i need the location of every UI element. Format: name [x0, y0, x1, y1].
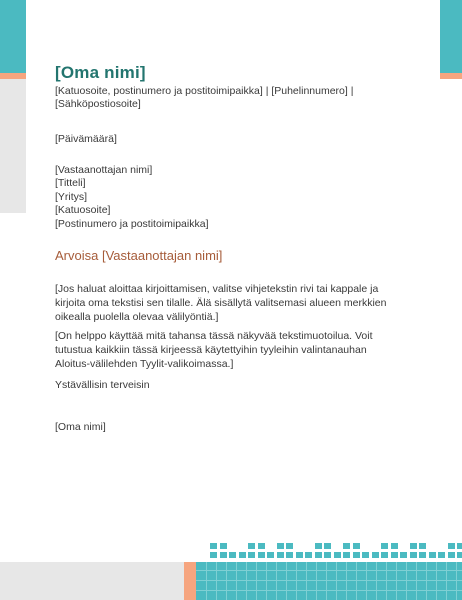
footer-pixel	[267, 552, 274, 558]
footer-grid-line	[446, 562, 447, 600]
footer-band-grey	[0, 562, 184, 600]
footer-grid-line	[436, 562, 437, 600]
recipient-postal[interactable]: [Postinumero ja postitoimipaikka]	[55, 218, 209, 230]
footer-grid-line	[426, 562, 427, 600]
footer-pixel	[448, 552, 455, 558]
footer-pixel	[429, 552, 436, 558]
footer-pixel	[381, 543, 388, 549]
footer-pixel	[448, 543, 455, 549]
footer-pixel	[315, 552, 322, 558]
footer-grid-line	[226, 562, 227, 600]
footer-pixel	[343, 552, 350, 558]
footer-grid-line	[316, 562, 317, 600]
closing[interactable]: Ystävällisin terveisin	[55, 379, 150, 391]
right-accent-band-teal	[440, 0, 462, 73]
footer-pixel	[220, 543, 227, 549]
footer-pixel	[324, 552, 331, 558]
footer-pixel	[353, 543, 360, 549]
footer-pixel	[210, 543, 217, 549]
footer-pixel	[315, 543, 322, 549]
footer-pixel	[296, 552, 303, 558]
footer-pixel	[400, 552, 407, 558]
footer-pixel	[277, 552, 284, 558]
footer-grid-line	[456, 562, 457, 600]
footer-pixel	[419, 543, 426, 549]
footer-pixel	[258, 552, 265, 558]
footer-grid-line	[406, 562, 407, 600]
footer-pixel	[343, 543, 350, 549]
footer-pixel	[210, 552, 217, 558]
footer-pixel	[248, 552, 255, 558]
footer-grid-line	[246, 562, 247, 600]
signature-name[interactable]: [Oma nimi]	[55, 421, 106, 433]
footer-pixel	[362, 552, 369, 558]
footer-grid-line	[276, 562, 277, 600]
sender-address-line2[interactable]: [Sähköpostiosoite]	[55, 98, 141, 110]
footer-pixel	[305, 552, 312, 558]
footer-pixel	[220, 552, 227, 558]
footer-grid-line	[206, 562, 207, 600]
footer-pixel	[381, 552, 388, 558]
recipient-name[interactable]: [Vastaanottajan nimi]	[55, 164, 153, 176]
footer-pixel	[372, 552, 379, 558]
footer-grid-line	[416, 562, 417, 600]
footer-grid-line	[236, 562, 237, 600]
footer-pixel	[248, 543, 255, 549]
sender-name[interactable]: [Oma nimi]	[55, 63, 146, 82]
body-paragraph-1[interactable]: [Jos haluat aloittaa kirjoittamisen, valitse vihjetekstin rivi tai kappale ja kirjoita oma tekstisi sen tilalle. Älä sisällytä valitsemasi alueen merkkien oikealla puolella olevaa välilyöntiä.]	[55, 283, 387, 323]
footer-pixel	[410, 552, 417, 558]
footer-grid-line	[296, 562, 297, 600]
footer-band-orange	[184, 562, 196, 600]
footer-pixel	[391, 543, 398, 549]
footer-grid-line	[326, 562, 327, 600]
footer-grid-line	[366, 562, 367, 600]
recipient-street[interactable]: [Katuosoite]	[55, 204, 111, 216]
footer-pixel	[438, 552, 445, 558]
footer-pixel	[258, 543, 265, 549]
left-accent-band-teal	[0, 0, 26, 73]
footer-grid-line	[216, 562, 217, 600]
right-accent-band-orange	[440, 73, 462, 79]
footer-pixel	[286, 543, 293, 549]
footer-grid-line	[256, 562, 257, 600]
footer-grid-line	[336, 562, 337, 600]
footer-grid-line	[356, 562, 357, 600]
recipient-title[interactable]: [Titteli]	[55, 177, 86, 189]
footer-pixel	[277, 543, 284, 549]
footer-pixel	[229, 552, 236, 558]
footer-pixel	[457, 552, 462, 558]
footer-pixel	[410, 543, 417, 549]
footer-grid-line	[396, 562, 397, 600]
body-paragraph-2[interactable]: [On helppo käyttää mitä tahansa tässä näkyvää tekstimuotoilua. Voit tutustua kaikkiin tässä kirjeessä käytettyihin tyyleihin valintanauhan Aloitus-välilehden Tyylit-valikoimassa.]	[55, 330, 373, 370]
salutation[interactable]: Arvoisa [Vastaanottajan nimi]	[55, 248, 223, 263]
footer-grid-line	[346, 562, 347, 600]
footer-pixel	[391, 552, 398, 558]
footer-grid-line	[376, 562, 377, 600]
footer-grid-line	[266, 562, 267, 600]
footer-grid-line	[286, 562, 287, 600]
sender-address-line1[interactable]: [Katuosoite, postinumero ja postitoimipaikka] | [Puhelinnumero] |	[55, 85, 354, 97]
footer-grid-line	[306, 562, 307, 600]
footer-pixel	[324, 543, 331, 549]
footer-pixel	[419, 552, 426, 558]
footer-pixel	[286, 552, 293, 558]
footer-grid-line	[386, 562, 387, 600]
footer-pixel	[353, 552, 360, 558]
footer-pixel	[239, 552, 246, 558]
recipient-company[interactable]: [Yritys]	[55, 191, 88, 203]
left-accent-band-grey	[0, 79, 26, 213]
footer-pixel	[334, 552, 341, 558]
letter-date[interactable]: [Päivämäärä]	[55, 133, 117, 145]
footer-pixel	[457, 543, 462, 549]
